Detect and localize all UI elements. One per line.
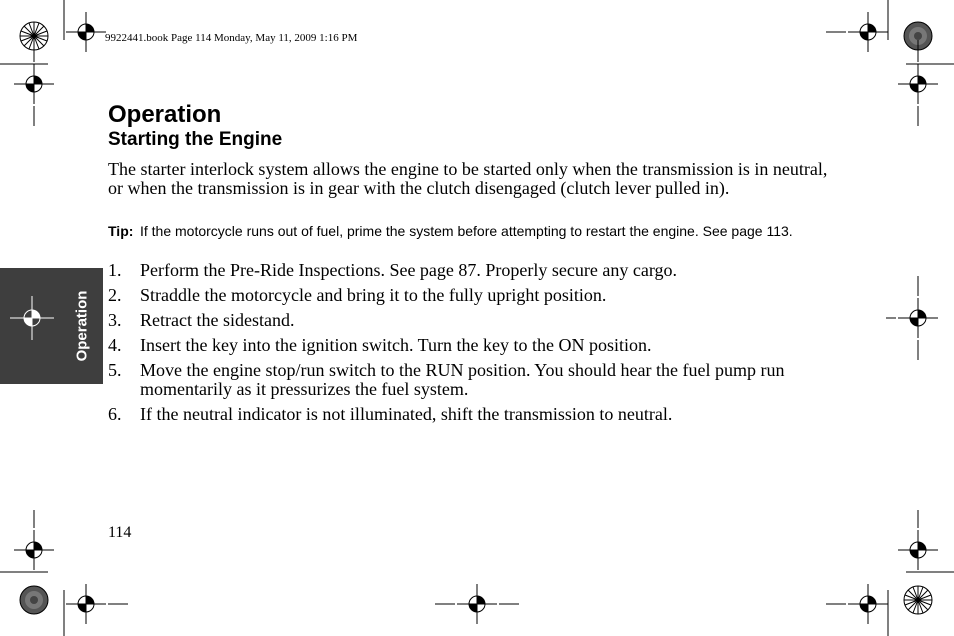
intro-paragraph: The starter interlock system allows the engine to be started only when the transmission is in neutral, or when the transmission is in gear with the clutch disengaged (clutch lever pulled in). [108,159,828,198]
step-text: Straddle the motorcycle and bring it to the fully upright position. [140,285,607,305]
step-number: 2. [108,285,122,305]
step-text: Perform the Pre-Ride Inspections. See page 87. Properly secure any cargo. [140,260,678,280]
step-text: Insert the key into the ignition switch. Turn the key to the ON position. [140,335,652,355]
step-text: Retract the sidestand. [140,310,295,330]
steps-list [108,261,828,424]
step-number: 5. [108,360,122,380]
registration-dark-icon [20,586,48,614]
tip-note [108,223,820,239]
step-number: 3. [108,310,122,330]
crosshair-icon [848,584,888,624]
crosshair-icon [898,298,938,338]
step-number: 1. [108,260,122,280]
page-title: Operation [108,101,222,128]
list-item [108,286,828,305]
crosshair-icon [848,12,888,52]
step-number: 4. [108,335,122,355]
section-title: Starting the Engine [108,129,283,150]
list-item [108,311,828,330]
crosshair-icon [898,530,938,570]
step-text: Move the engine stop/run switch to the RUN position. You should hear the fuel pump run momentarily as it pressurizes the fuel system. [140,360,785,399]
list-item [108,336,828,355]
crosshair-icon [14,530,54,570]
registration-star-icon [904,586,932,614]
crosshair-icon [66,12,106,52]
crosshair-icon [9,295,55,341]
crosshair-icon [898,64,938,104]
list-item [108,405,828,424]
tip-text: If the motorcycle runs out of fuel, prime the system before attempting to restart the engine. See page 113. [140,223,793,239]
crosshair-icon [457,584,497,624]
crosshair-icon [14,64,54,104]
side-tab-label: Operation [73,290,91,362]
step-text: If the neutral indicator is not illuminated, shift the transmission to neutral. [140,404,673,424]
list-item [108,361,828,399]
crosshair-icon [66,584,106,624]
step-number: 6. [108,404,122,424]
tip-label: Tip: [108,223,134,239]
list-item [108,261,828,280]
page-number: 114 [108,524,132,541]
print-header-stamp: 9922441.book Page 114 Monday, May 11, 2009 1:16 PM [105,32,358,44]
